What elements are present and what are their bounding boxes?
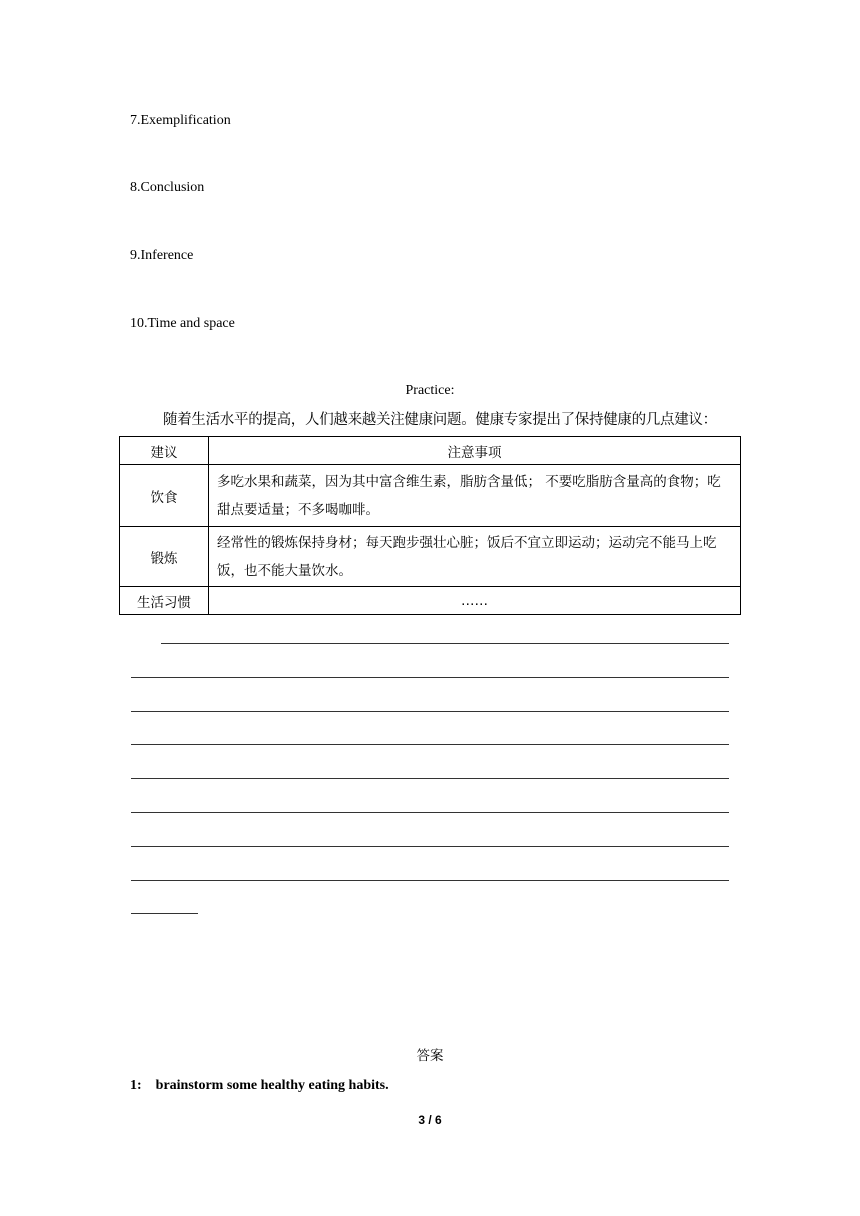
page-number: 3 / 6 bbox=[418, 1113, 442, 1127]
list-item-conclusion: 8.Conclusion bbox=[130, 180, 205, 195]
practice-title: Practice: bbox=[405, 383, 455, 398]
writing-line bbox=[131, 778, 729, 779]
row-text-habits: …… bbox=[209, 587, 741, 615]
list-item-time-and-space: 10.Time and space bbox=[130, 316, 235, 331]
table-row bbox=[120, 465, 741, 527]
writing-line bbox=[131, 677, 729, 678]
advice-table bbox=[119, 436, 741, 615]
writing-line bbox=[131, 711, 729, 712]
writing-line bbox=[161, 643, 729, 644]
writing-line bbox=[131, 880, 729, 881]
list-item-exemplification: 7.Exemplification bbox=[130, 113, 231, 128]
row-label-habits: 生活习惯 bbox=[120, 587, 209, 615]
answer-1: 1: brainstorm some healthy eating habits. bbox=[130, 1078, 389, 1093]
row-text-exercise: 经常性的锻炼保持身材；每天跑步强壮心脏；饭后不宜立即运动；运动完不能马上吃饭，也不能大量饮水。 bbox=[209, 527, 741, 587]
answer-heading: 答案 bbox=[416, 1048, 444, 1064]
row-label-exercise: 锻炼 bbox=[120, 527, 209, 587]
writing-line bbox=[131, 913, 198, 914]
writing-line bbox=[131, 812, 729, 813]
practice-intro: 随着生活水平的提高，人们越来越关注健康问题。健康专家提出了保持健康的几点建议： bbox=[163, 412, 717, 428]
writing-line bbox=[131, 744, 729, 745]
header-advice: 建议 bbox=[120, 437, 209, 465]
table-row bbox=[120, 527, 741, 587]
row-label-diet: 饮食 bbox=[120, 465, 209, 527]
writing-line bbox=[131, 846, 729, 847]
list-item-inference: 9.Inference bbox=[130, 248, 194, 263]
table-header-row bbox=[120, 437, 741, 465]
table-row bbox=[120, 587, 741, 615]
row-text-diet: 多吃水果和蔬菜，因为其中富含维生素，脂肪含量低； 不要吃脂肪含量高的食物；吃甜点要适量；不多喝咖啡。 bbox=[209, 465, 741, 527]
header-notes: 注意事项 bbox=[209, 437, 741, 465]
